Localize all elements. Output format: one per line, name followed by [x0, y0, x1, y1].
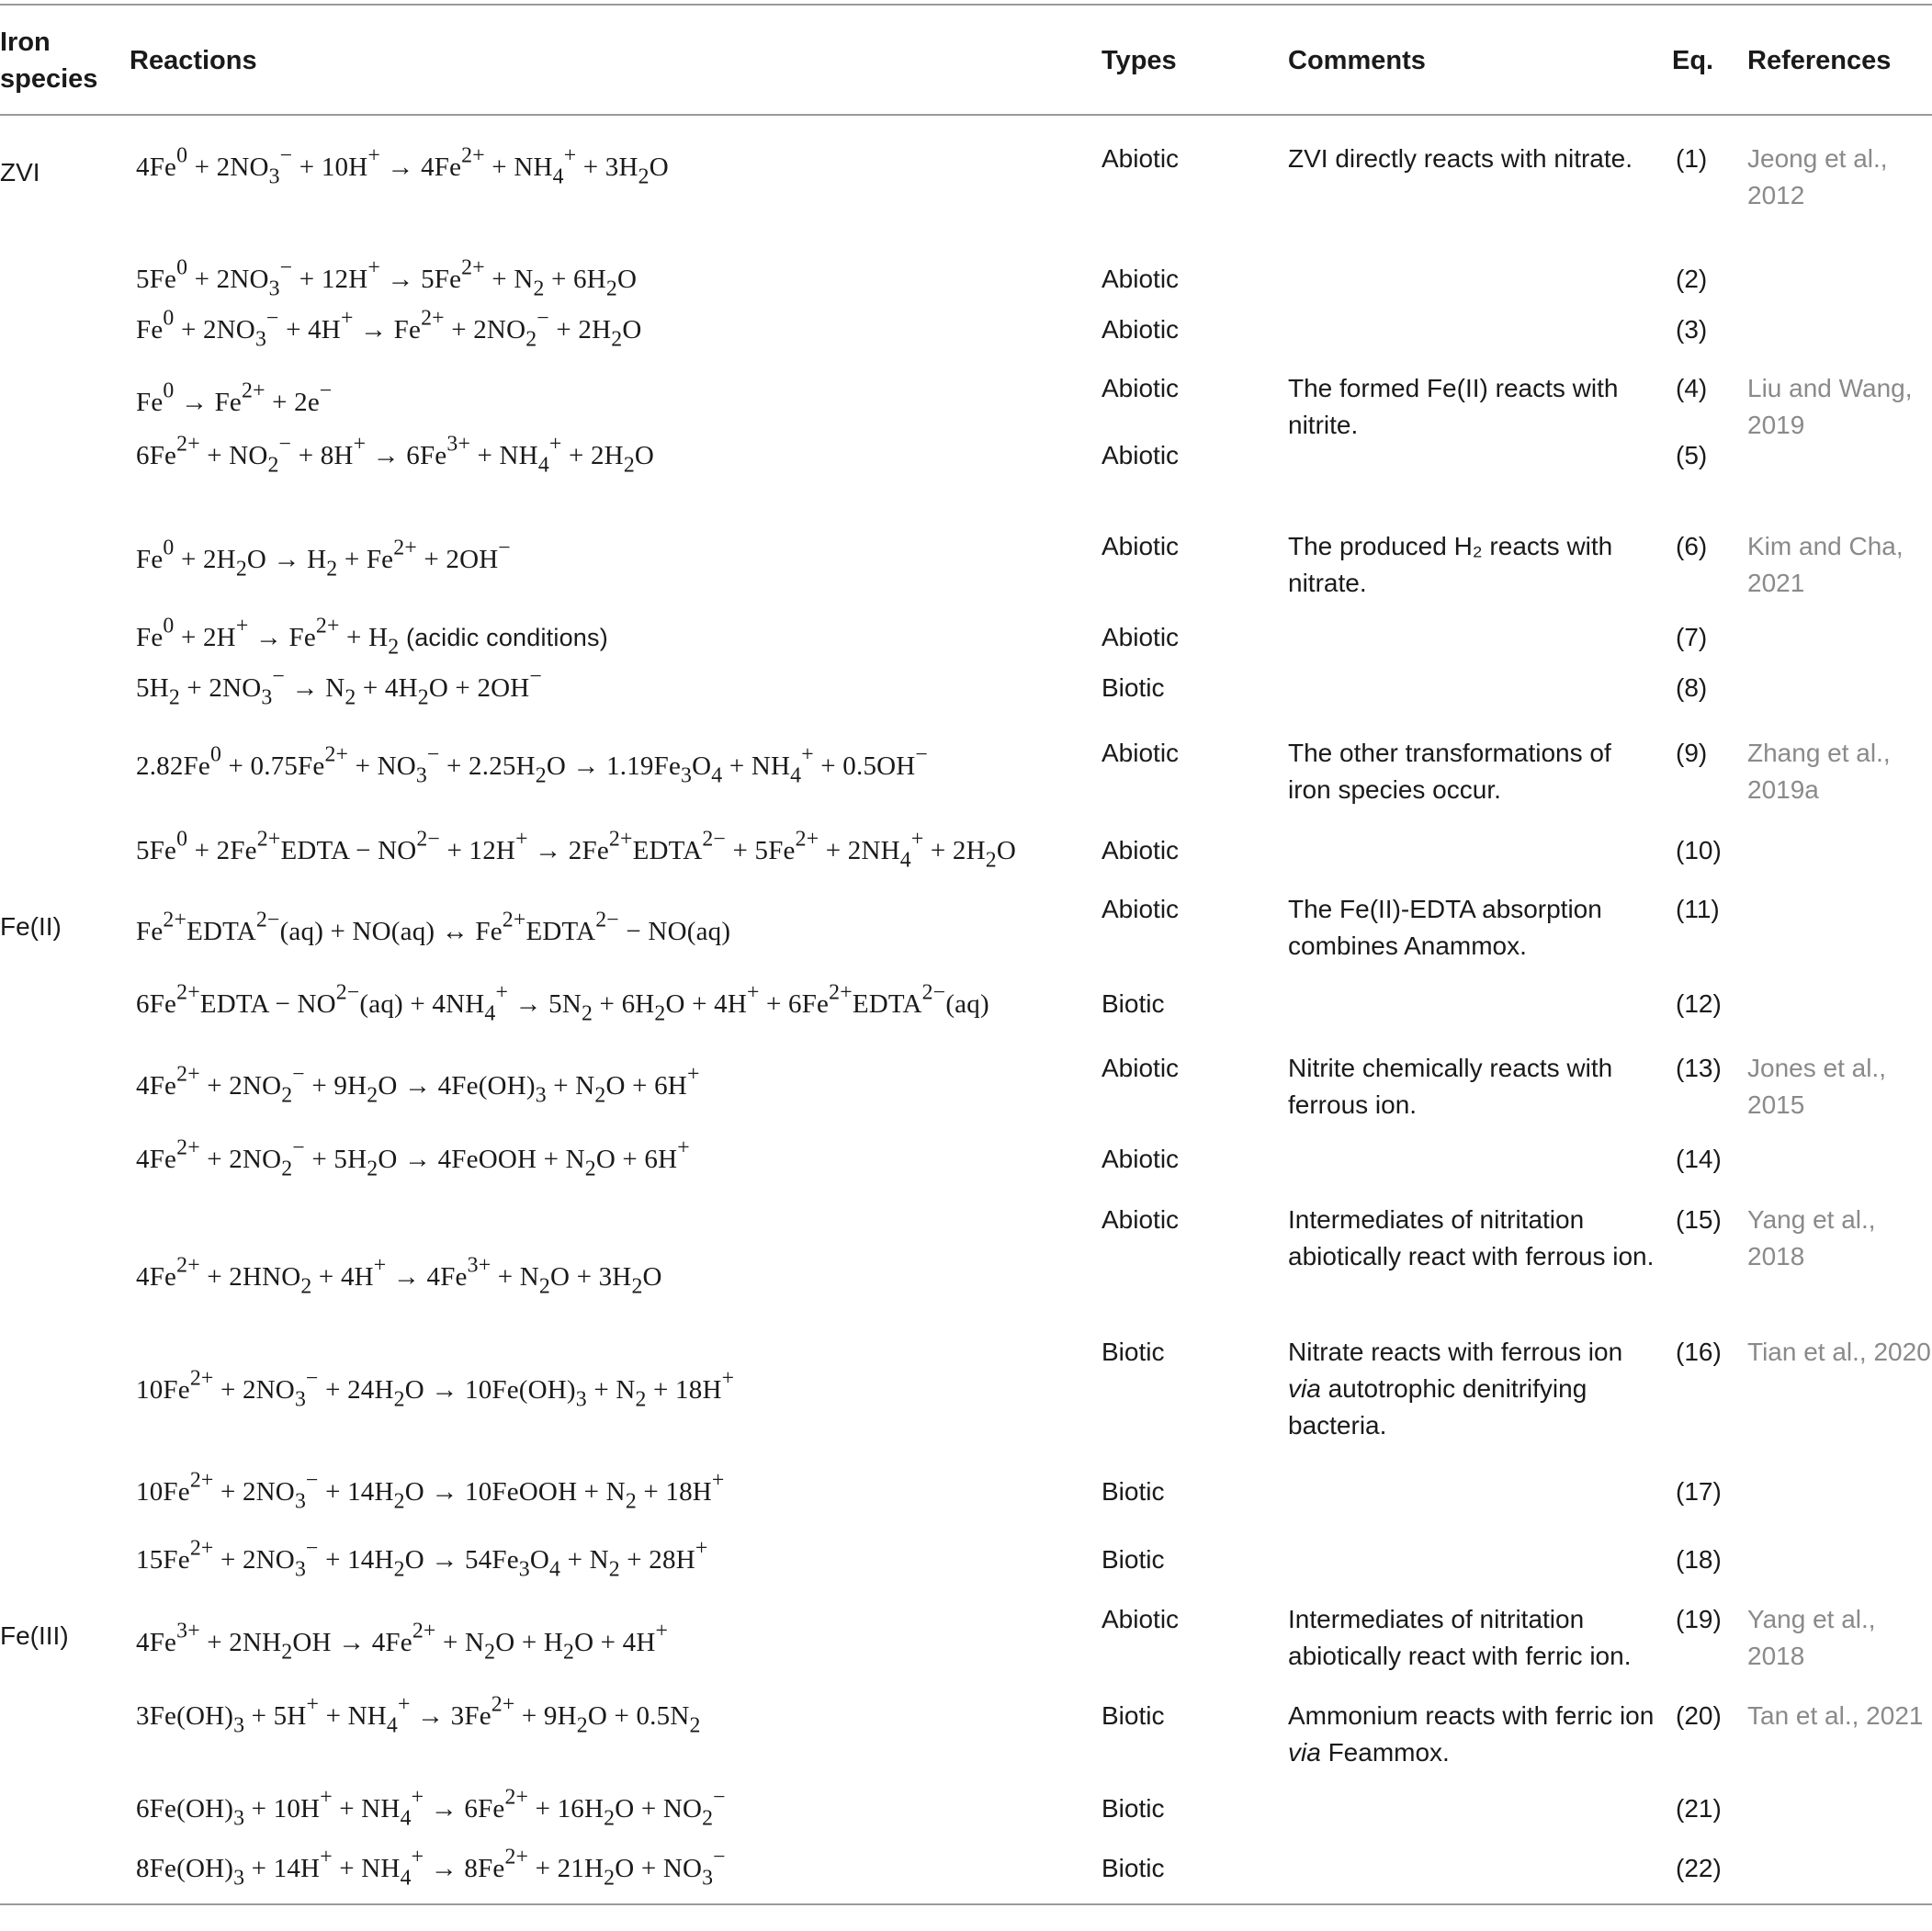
reaction-type: Abiotic: [1102, 1205, 1180, 1234]
reaction-type: Biotic: [1102, 673, 1165, 702]
reaction-19: $4Fe^{3+} + 2NH_2OH \to 4Fe^{2+} + N_2O + H_2O + 4H^+$: [136, 1619, 669, 1665]
reaction-5: $6Fe^{2+} + NO_2^- + 8H^+ \to 6Fe^{3+} + NH_4^+ + 2H_2O$: [136, 432, 655, 478]
reference-link[interactable]: Jeong et al., 2012: [1747, 144, 1888, 209]
reference-link[interactable]: Yang et al., 2018: [1747, 1205, 1876, 1270]
reaction-14: $4Fe^{2+} + 2NO_2^- + 5H_2O$ → 4FeOOH + $N_2O + 6H^+$: [136, 1135, 690, 1181]
equation-number: (12): [1676, 989, 1722, 1018]
reaction-comment: Intermediates of nitritation abiotically react with ferrous ion.: [1288, 1205, 1655, 1270]
reaction-2: $5Fe^0 + 2NO_3^- + 12H^+ \to 5Fe^{2+} + N_2 + 6H_2O$: [136, 255, 638, 301]
equation-number: (17): [1676, 1477, 1722, 1506]
header-eq: Eq.: [1672, 46, 1714, 75]
equation-number: (21): [1676, 1794, 1722, 1823]
reaction-6: $Fe^0 + 2H_2O \to H_2 + Fe^{2+} + 2OH^-$: [136, 536, 511, 582]
reaction-22: $8Fe(OH)_3 + 14H^+ + NH_4^+ \to 8Fe^{2+} + 21H_2O + NO_3^-$: [136, 1845, 726, 1891]
reaction-13: $4Fe^{2+} + 2NO_2^- + 9H_2O \to 4Fe(OH)_3 + N_2O + 6H^+$: [136, 1062, 700, 1108]
equation-number: (9): [1676, 739, 1708, 767]
reference-link[interactable]: Kim and Cha, 2021: [1747, 532, 1904, 597]
equation-number: (10): [1676, 836, 1722, 864]
reference-link[interactable]: Jones et al., 2015: [1747, 1054, 1886, 1119]
reaction-type: Biotic: [1102, 1477, 1165, 1506]
reaction-type: Biotic: [1102, 1794, 1165, 1823]
reaction-type: Abiotic: [1102, 144, 1180, 173]
reaction-10: $5Fe^0$ + $2Fe^{2+}EDTA - NO^{2-} + 12H^+$ → $2Fe^{2+}EDTA^{2-} + 5Fe^{2+} + 2NH_4^+ + 2H_2O$: [136, 827, 1017, 873]
reference-link[interactable]: Tian et al., 2020: [1747, 1338, 1931, 1366]
reaction-comment: Nitrite chemically reacts with ferrous ion.: [1288, 1054, 1613, 1119]
reaction-type: Biotic: [1102, 1545, 1165, 1574]
equation-number: (7): [1676, 623, 1708, 651]
reaction-note: (acidic conditions): [399, 624, 608, 651]
equation-number: (11): [1676, 895, 1720, 923]
equation-number: (22): [1676, 1854, 1722, 1882]
reaction-comment: Intermediates of nitritation abiotically react with ferric ion.: [1288, 1605, 1632, 1670]
equation-number: (15): [1676, 1205, 1722, 1234]
equation-number: (5): [1676, 441, 1708, 469]
reaction-12: $6Fe^{2+}EDTA - NO^{2-}(aq) + 4NH_4^+ \to 5N_2 + 6H_2O + 4H^+$ + $6Fe^{2+}EDTA^{2-}(aq)$: [136, 980, 989, 1026]
reference-link[interactable]: Liu and Wang, 2019: [1747, 374, 1913, 439]
equation-number: (8): [1676, 673, 1708, 702]
reaction-comment: The produced H₂ reacts with nitrate.: [1288, 532, 1613, 597]
equation-number: (2): [1676, 265, 1708, 293]
reaction-11: $Fe^{2+}EDTA^{2-}(aq) + NO(aq)$ ↔ $Fe^{2+}EDTA^{2-} - NO(aq)$: [136, 908, 731, 946]
header-iron-species: Iron species: [0, 28, 98, 94]
reaction-type: Biotic: [1102, 1701, 1165, 1730]
reaction-comment: The formed Fe(II) reacts with nitrite.: [1288, 374, 1619, 439]
reaction-7: $Fe^0 + 2H^+ \to Fe^{2+} + H_2$ (acidic conditions): [136, 614, 608, 660]
reaction-20: $3Fe(OH)_3 + 5H^+ + NH_4^+ \to 3Fe^{2+} + 9H_2O + 0.5N_2$: [136, 1692, 701, 1738]
reaction-3: $Fe^0 + 2NO_3^- + 4H^+ \to Fe^{2+} + 2NO_2^- + 2H_2O$: [136, 306, 642, 352]
reaction-16: $10Fe^{2+} + 2NO_3^- + 24H_2O \to 10Fe(OH)_3 + N_2 + 18H^+$: [136, 1366, 735, 1412]
reaction-17: $10Fe^{2+} + 2NO_3^- + 14H_2O$ → 10FeOOH + $N_2 + 18H^+$: [136, 1468, 725, 1514]
reaction-9: $2.82Fe^0 + 0.75Fe^{2+} + NO_3^- + 2.25H_2O \to 1.19Fe_3O_4 + NH_4^+ + 0.5OH^-$: [136, 742, 929, 788]
table-header-rule: [0, 114, 1932, 116]
reference-link[interactable]: Zhang et al., 2019a: [1747, 739, 1891, 804]
equation-number: (1): [1676, 144, 1708, 173]
table-bottom-rule: [0, 1903, 1932, 1905]
reaction-4: $Fe^0 \to Fe^{2+} + 2e^-$: [136, 378, 333, 417]
reaction-1: $4Fe^0 + 2NO_3^- + 10H^+ \to 4Fe^{2+} + NH_4^+ + 3H_2O$: [136, 143, 669, 189]
equation-number: (14): [1676, 1145, 1722, 1173]
equation-number: (6): [1676, 532, 1708, 560]
reaction-type: Abiotic: [1102, 895, 1180, 923]
header-reactions: Reactions: [130, 46, 257, 75]
species-zvi: ZVI: [0, 158, 40, 186]
header-types: Types: [1102, 46, 1177, 75]
reference-link[interactable]: Tan et al., 2021: [1747, 1701, 1924, 1730]
reaction-type: Abiotic: [1102, 374, 1180, 402]
reaction-type: Abiotic: [1102, 739, 1180, 767]
reaction-type: Abiotic: [1102, 836, 1180, 864]
reaction-21: $6Fe(OH)_3 + 10H^+ + NH_4^+ \to 6Fe^{2+} + 16H_2O + NO_2^-$: [136, 1785, 726, 1831]
reaction-type: Abiotic: [1102, 441, 1180, 469]
reaction-type: Abiotic: [1102, 315, 1180, 344]
equation-number: (19): [1676, 1605, 1722, 1633]
equation-number: (20): [1676, 1701, 1722, 1730]
reaction-type: Biotic: [1102, 1854, 1165, 1882]
reference-link[interactable]: Yang et al., 2018: [1747, 1605, 1876, 1670]
equation-number: (4): [1676, 374, 1708, 402]
reaction-type: Abiotic: [1102, 1145, 1180, 1173]
reaction-18: $15Fe^{2+} + 2NO_3^- + 14H_2O \to 54Fe_3O_4 + N_2 + 28H^+$: [136, 1536, 708, 1582]
reaction-type: Abiotic: [1102, 1605, 1180, 1633]
species-fe-iii: Fe(III): [0, 1621, 69, 1650]
header-references: References: [1747, 46, 1892, 75]
reaction-comment: Nitrate reacts with ferrous ion via autotrophic denitrifying bacteria.: [1288, 1338, 1623, 1440]
reaction-8: $5H_2 + 2NO_3^- \to N_2 + 4H_2O + 2OH^-$: [136, 664, 543, 710]
reaction-type: Abiotic: [1102, 623, 1180, 651]
reaction-comment: The other transformations of iron species occur.: [1288, 739, 1611, 804]
equation-number: (18): [1676, 1545, 1722, 1574]
reaction-type: Biotic: [1102, 989, 1165, 1018]
equation-number: (3): [1676, 315, 1708, 344]
reaction-comment: Ammonium reacts with ferric ion via Feammox.: [1288, 1701, 1655, 1767]
equation-number: (16): [1676, 1338, 1722, 1366]
reaction-15: $4Fe^{2+} + 2HNO_2 + 4H^+ \to 4Fe^{3+} + N_2O + 3H_2O$: [136, 1253, 662, 1299]
table-top-rule: [0, 4, 1932, 6]
header-comments: Comments: [1288, 46, 1426, 75]
reaction-type: Abiotic: [1102, 265, 1180, 293]
reaction-type: Abiotic: [1102, 532, 1180, 560]
equation-number: (13): [1676, 1054, 1722, 1082]
reaction-comment: The Fe(II)-EDTA absorption combines Anammox.: [1288, 895, 1602, 960]
reaction-comment: ZVI directly reacts with nitrate.: [1288, 144, 1633, 173]
species-fe-ii: Fe(II): [0, 912, 62, 941]
reaction-type: Biotic: [1102, 1338, 1165, 1366]
reaction-type: Abiotic: [1102, 1054, 1180, 1082]
